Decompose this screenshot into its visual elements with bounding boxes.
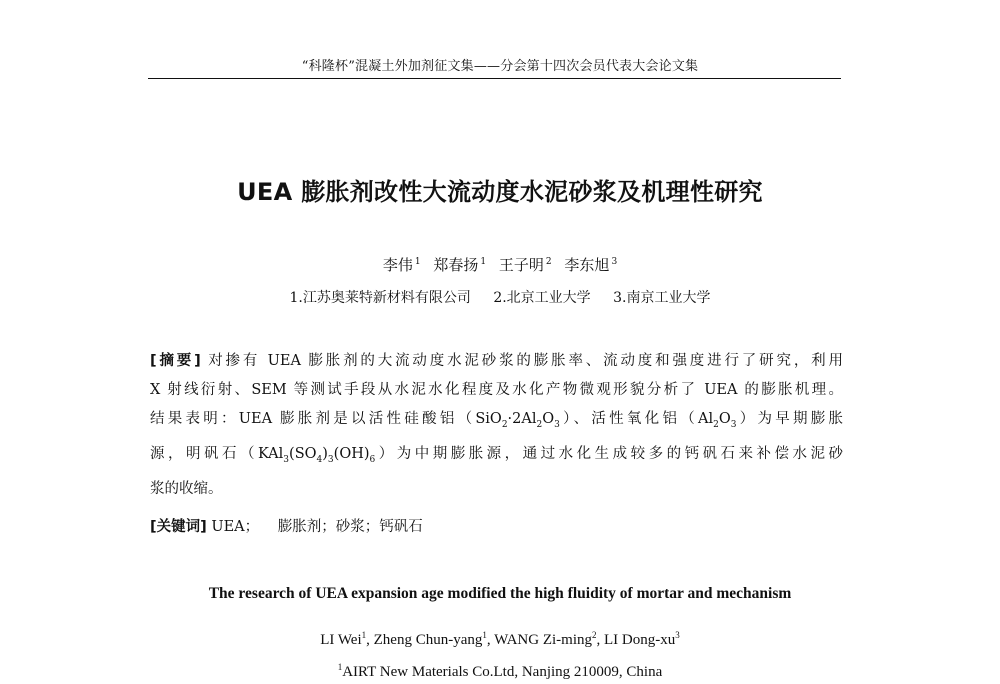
affiliation: 3.南京工业大学 [613, 290, 711, 306]
running-header: “科隆杯”混凝土外加剂征文集——分会第十四次会员代表大会论文集 [301, 59, 699, 74]
author-list [0, 254, 1000, 275]
paper-title: UEA 膨胀剂改性大流动度水泥砂浆及机理性研究 [237, 178, 763, 206]
affiliation: 2.北京工业大学 [493, 290, 591, 306]
english-author: Zheng Chun-yang$^1$ [373, 630, 487, 648]
affiliation-list [0, 287, 1000, 307]
english-title: The research of UEA expansion age modified the high fluidity of mortar and mechanism [208, 585, 792, 602]
header-rule [148, 78, 841, 79]
english-affiliation: $^1$AIRT New Materials Co.Ltd, Nanjing 210009, China [337, 662, 663, 680]
author: 郑春扬 $^1$ [433, 256, 487, 274]
keywords [150, 515, 843, 536]
author: 王子明 $^2$ [498, 256, 552, 274]
abstract-label: [摘要] [150, 353, 201, 369]
english-author: LI Wei$^1$ [320, 630, 367, 648]
english-author: LI Dong-$xu^3$ [604, 630, 680, 648]
abstract-line: 浆的收缩。 [150, 480, 223, 497]
author: 李东旭 $^3$ [564, 256, 618, 274]
keyword: 膨胀剂；砂浆；钙矾石 [277, 519, 423, 535]
abstract-line: [摘要] 对掺有 UEA 膨胀剂的大流动度水泥砂浆的膨胀率、流动度和强度进行了研究，利用 [150, 353, 843, 369]
english-author-list: LI Wei$^1$, Zheng Chun-yang$^1$, WANG Zi-ming$^2$, LI Dong-$xu^3$ [320, 630, 680, 648]
english-author: WANG Zi-ming$^2$ [494, 630, 597, 648]
author: 李伟 $^1$ [382, 256, 421, 274]
abstract-line: 结果表明：UEA 膨胀剂是以活性硅酸铝$(SiO_2\cdot 2Al_2O_3)$、活性氧化铝$(Al_2O_3)$为早期膨胀 [150, 411, 844, 430]
abstract-line: 源，明矾石$(KAl_3(SO_4)_3(OH)_6)$为中期膨胀源，通过水化生成较多的钙矾石来补偿水泥砂 [150, 445, 843, 465]
keyword: UEA； [211, 519, 260, 535]
abstract [150, 347, 843, 504]
abstract-line: X 射线衍射、SEM 等测试手段从水泥水化程度及水化产物微观形貌分析了 UEA 的膨胀机理。 [150, 382, 843, 398]
affiliation: 1.江苏奥莱特新材料有限公司 [289, 290, 471, 306]
keywords-label: [关键词] [150, 519, 207, 535]
